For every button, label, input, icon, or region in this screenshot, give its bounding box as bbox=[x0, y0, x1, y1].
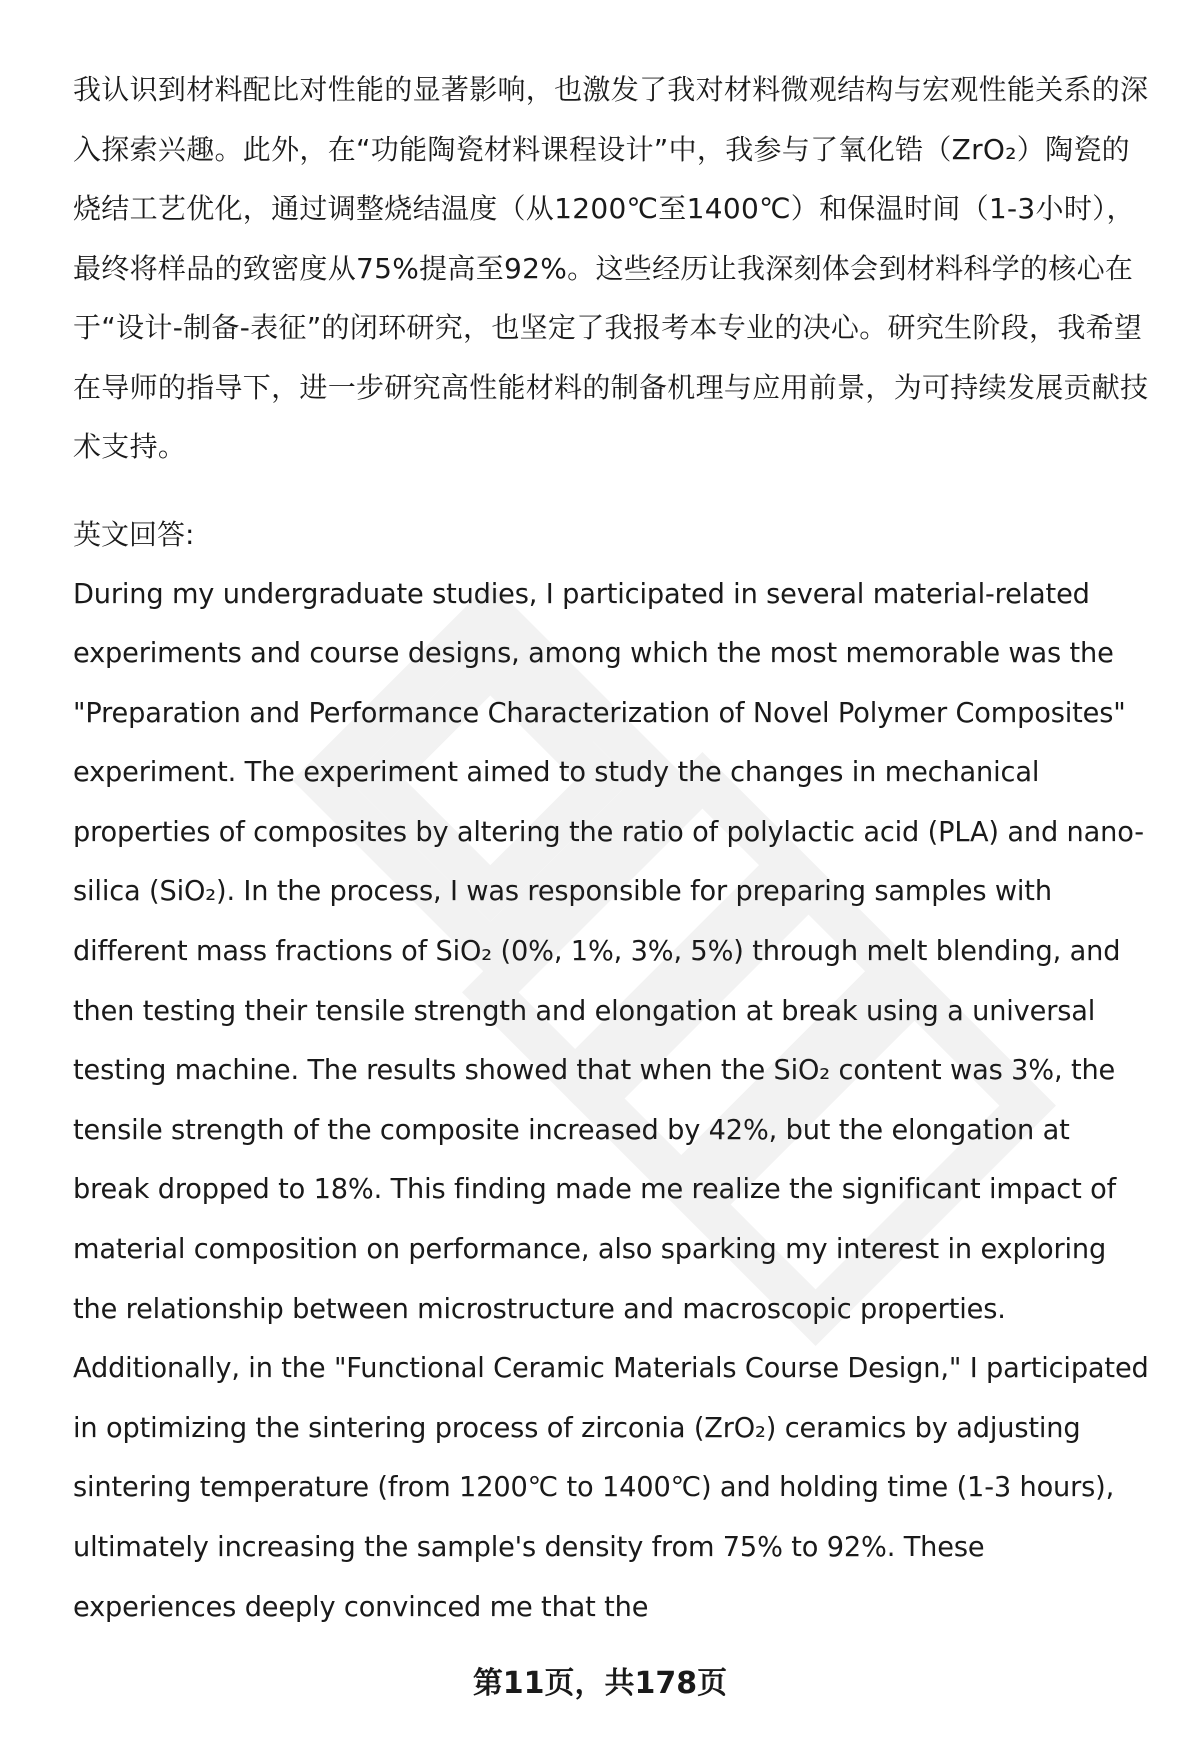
english-answer-paragraph: During my undergraduate studies, I participated in several material-related experiments and course designs, among which the most memorable was the "Preparation and Performance Characterization of Novel Polymer Composites" experiment. The experiment aimed to study the changes in mechanical properties of composites by altering the ratio of polylactic acid (PLA) and nano-silica (SiO₂). In the process, I was responsible for preparing samples with different mass fractions of SiO₂ (0%, 1%, 3%, 5%) through melt blending, and then testing their tensile strength and elongation at break using a universal testing machine. The results showed that when the SiO₂ content was 3%, the tensile strength of the composite increased by 42%, but the elongation at break dropped to 18%. This finding made me realize the significant impact of material composition on performance, also sparking my interest in exploring the relationship between microstructure and macroscopic properties. Additionally, in the "Functional Ceramic Materials Course Design," I participated in optimizing the sintering process of zirconia (ZrO₂) ceramics by adjusting sintering temperature (from 1200℃ to 1400℃) and holding time (1-3 hours), ultimately increasing the sample's density from 75% to 92%. These experiences deeply convinced me that the bbox=[73, 578, 1149, 1623]
chinese-answer-paragraph: 我认识到材料配比对性能的显著影响，也激发了我对材料微观结构与宏观性能关系的深入探索兴趣。此外，在“功能陶瓷材料课程设计”中，我参与了氧化锆（ZrO₂）陶瓷的烧结工艺优化，通过调整烧结温度（从1200℃至1400℃）和保温时间（1-3小时），最终将样品的致密度从75%提高至92%。这些经历让我深刻体会到材料科学的核心在于“设计-制备-表征”的闭环研究，也坚定了我报考本专业的决心。研究生阶段，我希望在导师的指导下，进一步研究高性能材料的制备机理与应用前景，为可持续发展贡献技术支持。 bbox=[73, 73, 1149, 463]
page-number-footer: 第11页，共178页 bbox=[472, 1666, 728, 1701]
english-answer-heading: 英文回答: bbox=[73, 517, 195, 551]
document-body bbox=[73, 60, 1153, 1637]
